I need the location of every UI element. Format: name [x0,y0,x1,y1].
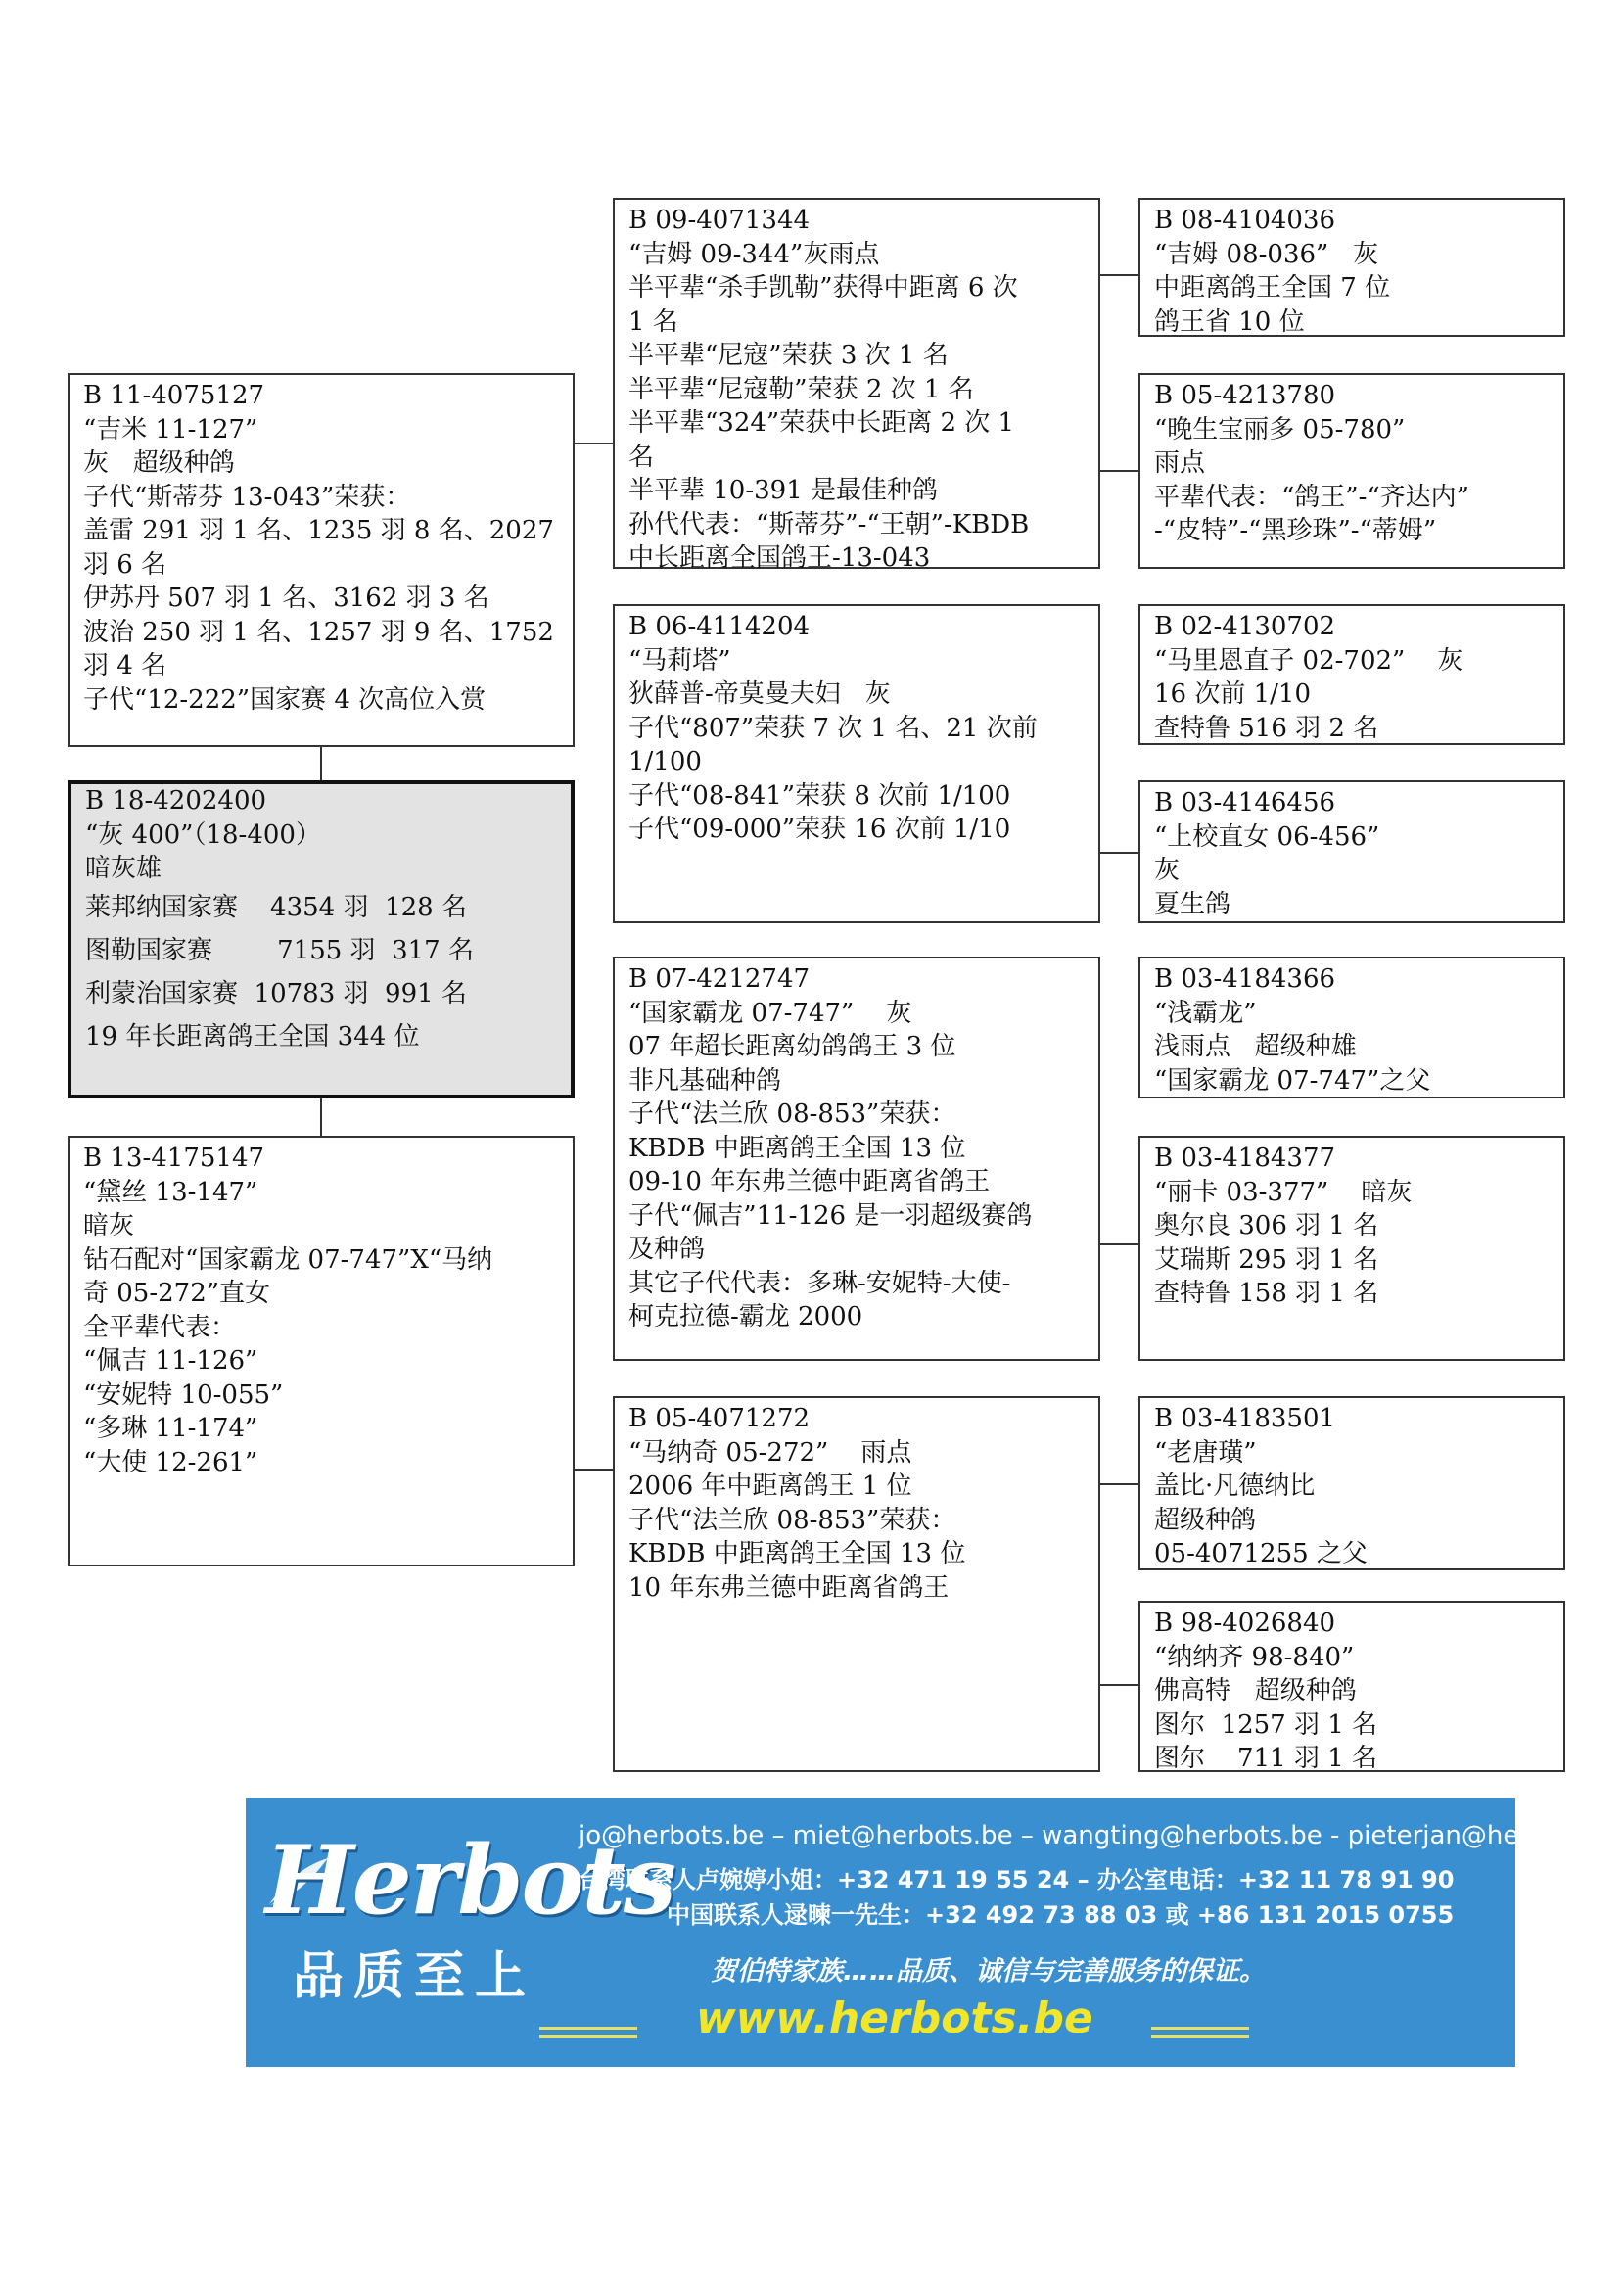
connector-dd-ddd [1100,1684,1138,1686]
pedigree-line: “多琳 11-174” [83,1414,258,1443]
pedigree-line: 1 名 [628,306,678,337]
connector-ds-dsd [1100,1243,1138,1245]
pedigree-line: 全平辈代表： [83,1312,237,1342]
pedigree-line: “吉米 11-127” [83,414,258,444]
pedigree-line: 奇 05-272”直女 [83,1279,271,1308]
pedigree-line: 非凡基础种鸽 [628,1065,782,1096]
pedigree-line: “吉姆 09-344”灰雨点 [628,239,880,269]
pedigree-line: “老唐璜” [1154,1437,1257,1468]
sire-sire-dam-box [1138,373,1565,569]
website-link[interactable]: www.herbots.be [696,1993,1093,2043]
ring-number: B 11-4075127 [83,381,265,410]
pedigree-line: 灰 超级种鸽 [83,448,235,478]
pedigree-line: 艾瑞斯 295 羽 1 名 [1154,1244,1379,1275]
pedigree-line: 子代“08-841”荣获 8 次前 1/100 [628,780,1011,811]
pedigree-line: “灰 400”（18-400） [85,819,321,850]
dam-dam-box [613,1396,1100,1772]
ring-number: B 03-4183501 [1154,1404,1336,1433]
ring-number: B 03-4146456 [1154,788,1336,818]
pedigree-line: “马纳奇 05-272” 雨点 [628,1437,912,1468]
pedigree-line: 伊苏丹 507 羽 1 名、3162 羽 3 名 [83,584,489,613]
pedigree-line: “大使 12-261” [83,1447,258,1477]
pedigree-line: 图尔 711 羽 1 名 [1154,1744,1378,1773]
pedigree-line: 中长距离全国鸽王-13-043 [628,543,931,573]
pedigree-line: 2006 年中距离鸽王 1 位 [628,1472,912,1501]
pedigree-line: 孙代代表：“斯蒂芬”-“王朝”-KBDB [628,509,1030,539]
pedigree-line: 莱邦纳国家赛 4354 羽 128 名 [85,892,467,922]
herbots-banner [246,1798,1624,2067]
pedigree-line: 查特鲁 158 羽 1 名 [1154,1279,1379,1308]
pedigree-line: 波治 250 羽 1 名、1257 羽 9 名、1752 [83,617,554,647]
pedigree-line: “马莉塔” [628,645,731,676]
pedigree-line: 羽 4 名 [83,651,167,680]
pedigree-line: 暗灰雄 [85,854,162,883]
connector-ss-ssd [1100,470,1138,472]
pedigree-line: 鸽王省 10 位 [1154,306,1305,337]
pedigree-line: 图勒国家赛 7155 羽 317 名 [85,935,474,965]
pedigree-line: 其它子代代表：多琳-安妮特-大使- [628,1268,1011,1298]
pedigree-line: 暗灰 [83,1211,135,1240]
pedigree-line: 钻石配对“国家霸龙 07-747”X“马纳 [83,1244,493,1275]
pedigree-line: 灰 [1154,856,1181,885]
pedigree-line: 羽 6 名 [83,549,167,580]
pedigree-line: 19 年长距离鸽王全国 344 位 [85,1021,420,1052]
slogan: 品质至上 [293,1947,536,2006]
ring-number: B 06-4114204 [628,612,811,641]
pedigree-line: 子代“佩吉”11-126 是一羽超级赛鸽 [628,1200,1033,1231]
pedigree-line: 子代“法兰欣 08-853”荣获： [628,1505,956,1535]
ring-number: B 08-4104036 [1154,206,1336,235]
pedigree-line: 及种鸽 [628,1235,706,1264]
pedigree-line: 浅雨点 超级种雄 [1154,1032,1357,1061]
sire-sire-box [613,198,1100,573]
dam-dam-dam-box [1138,1601,1565,1772]
pedigree-line: “上校直女 06-456” [1154,821,1380,852]
china-contact: 中国联系人逯暕一先生：+32 492 73 88 03 或 +86 131 2015 0755 [667,1901,1455,1929]
pedigree-line: 狄薛普-帝莫曼夫妇 灰 [628,679,891,709]
ring-number: B 98-4026840 [1154,1609,1336,1638]
pedigree-line: 佛高特 超级种鸽 [1154,1676,1357,1706]
dam-box [68,1136,575,1566]
connector-ss-sss [1100,274,1138,276]
email-contacts: jo@herbots.be – miet@herbots.be – wangting@herbots.be - pieterjan@herbots.be [579,1821,1624,1850]
tagline: 贺伯特家族……品质、诚信与完善服务的保证。 [711,1956,1266,1986]
pedigree-line: 中距离鸽王全国 7 位 [1154,273,1391,303]
dam-sire-box [613,957,1100,1361]
pedigree-line: 超级种鸽 [1154,1505,1257,1535]
pedigree-line: 奥尔良 306 羽 1 名 [1154,1211,1379,1240]
pedigree-line: 子代“斯蒂芬 13-043”荣获： [83,482,411,512]
pedigree-line: “国家霸龙 07-747”之父 [1154,1065,1431,1096]
pedigree-line: 名 [628,442,655,472]
pedigree-line: 半平辈“324”荣获中长距离 2 次 1 [628,408,1015,438]
connector-sd-sdd [1100,852,1138,854]
pedigree-line: “黛丝 13-147” [83,1177,258,1207]
connector-dam-dd [575,1469,613,1471]
ring-number: B 07-4212747 [628,964,811,994]
pedigree-line: 05-4071255 之父 [1154,1539,1368,1568]
pedigree-line: 16 次前 1/10 [1154,679,1311,709]
pedigree-line: “丽卡 03-377” 暗灰 [1154,1177,1413,1207]
pedigree-line: “马里恩直子 02-702” 灰 [1154,645,1463,676]
pedigree-line: 夏生鸽 [1154,889,1231,919]
pedigree-line: “吉姆 08-036” 灰 [1154,239,1379,269]
sire-box [68,373,575,747]
pedigree-line: 子代“12-222”国家赛 4 次高位入赏 [83,684,487,715]
ring-number: B 13-4175147 [83,1144,265,1173]
dam-sire-dam-box [1138,1136,1565,1361]
sire-dam-dam-box [1138,780,1565,923]
connector-sire-ss [575,443,613,444]
pedigree-line: 07 年超长距离幼鸽鸽王 3 位 [628,1032,956,1061]
pedigree-line: -“皮特”-“黑珍珠”-“蒂姆” [1154,516,1437,545]
ring-number: B 18-4202400 [85,786,267,816]
pedigree-line: 柯克拉德-霸龙 2000 [628,1302,863,1332]
pedigree-line: “纳纳齐 98-840” [1154,1642,1355,1672]
pedigree-line: KBDB 中距离鸽王全国 13 位 [628,1133,966,1163]
sire-sire-sire-box [1138,198,1565,337]
ring-number: B 09-4071344 [628,206,811,235]
pedigree-line: “浅霸龙” [1154,998,1257,1028]
pedigree-line: 1/100 [628,747,702,776]
divider-left [539,2027,637,2038]
pedigree-line: 半平辈“尼寇”荣获 3 次 1 名 [628,341,949,370]
ring-number: B 03-4184377 [1154,1144,1336,1173]
pedigree-line: 查特鲁 516 羽 2 名 [1154,713,1379,743]
pedigree-line: “国家霸龙 07-747” 灰 [628,998,912,1028]
pedigree-line: 盖雷 291 羽 1 名、1235 羽 8 名、2027 [83,516,554,545]
connector-subject-dam [320,1098,322,1136]
pedigree-line: 10 年东弗兰德中距离省鸽王 [628,1572,950,1603]
logo-wordmark: Herbots [265,1825,674,1936]
ring-number: B 05-4213780 [1154,381,1336,410]
pedigree-line: 子代“807”荣获 7 次 1 名、21 次前 [628,713,1038,743]
pedigree-line: 图尔 1257 羽 1 名 [1154,1709,1378,1740]
sire-dam-box [613,604,1100,923]
divider-right [1151,2027,1249,2038]
pedigree-line: KBDB 中距离鸽王全国 13 位 [628,1539,966,1568]
pedigree-line: 09-10 年东弗兰德中距离省鸽王 [628,1167,991,1196]
pedigree-line: 半平辈 10-391 是最佳种鸽 [628,476,939,505]
pedigree-line: “安妮特 10-055” [83,1379,284,1410]
ring-number: B 05-4071272 [628,1404,811,1433]
sire-dam-sire-box [1138,604,1565,745]
subject-box [68,780,575,1098]
connector-dd-dds [1100,1483,1138,1485]
pedigree-line: 盖比·凡德纳比 [1154,1472,1316,1501]
pedigree-line: “佩吉 11-126” [83,1346,258,1376]
dam-sire-sire-box [1138,957,1565,1098]
connector-sire-subject [320,747,322,780]
pedigree-line: “晚生宝丽多 05-780” [1154,414,1406,444]
ring-number: B 02-4130702 [1154,612,1336,641]
dam-dam-sire-box [1138,1396,1565,1570]
pedigree-line: 子代“法兰欣 08-853”荣获： [628,1099,956,1129]
pedigree-line: 子代“09-000”荣获 16 次前 1/10 [628,815,1011,844]
ring-number: B 03-4184366 [1154,964,1336,994]
pedigree-line: 平辈代表：“鸽王”-“齐达内” [1154,482,1469,512]
pedigree-line: 半平辈“杀手凯勒”获得中距离 6 次 [628,273,1018,303]
pedigree-line: 雨点 [1154,448,1206,478]
pedigree-line: 半平辈“尼寇勒”荣获 2 次 1 名 [628,374,974,404]
pedigree-line: 利蒙治国家赛 10783 羽 991 名 [85,978,467,1008]
taiwan-contact: 台湾联系人卢婉婷小姐：+32 471 19 55 24 – 办公室电话：+32 11 78 91 90 [579,1866,1455,1893]
